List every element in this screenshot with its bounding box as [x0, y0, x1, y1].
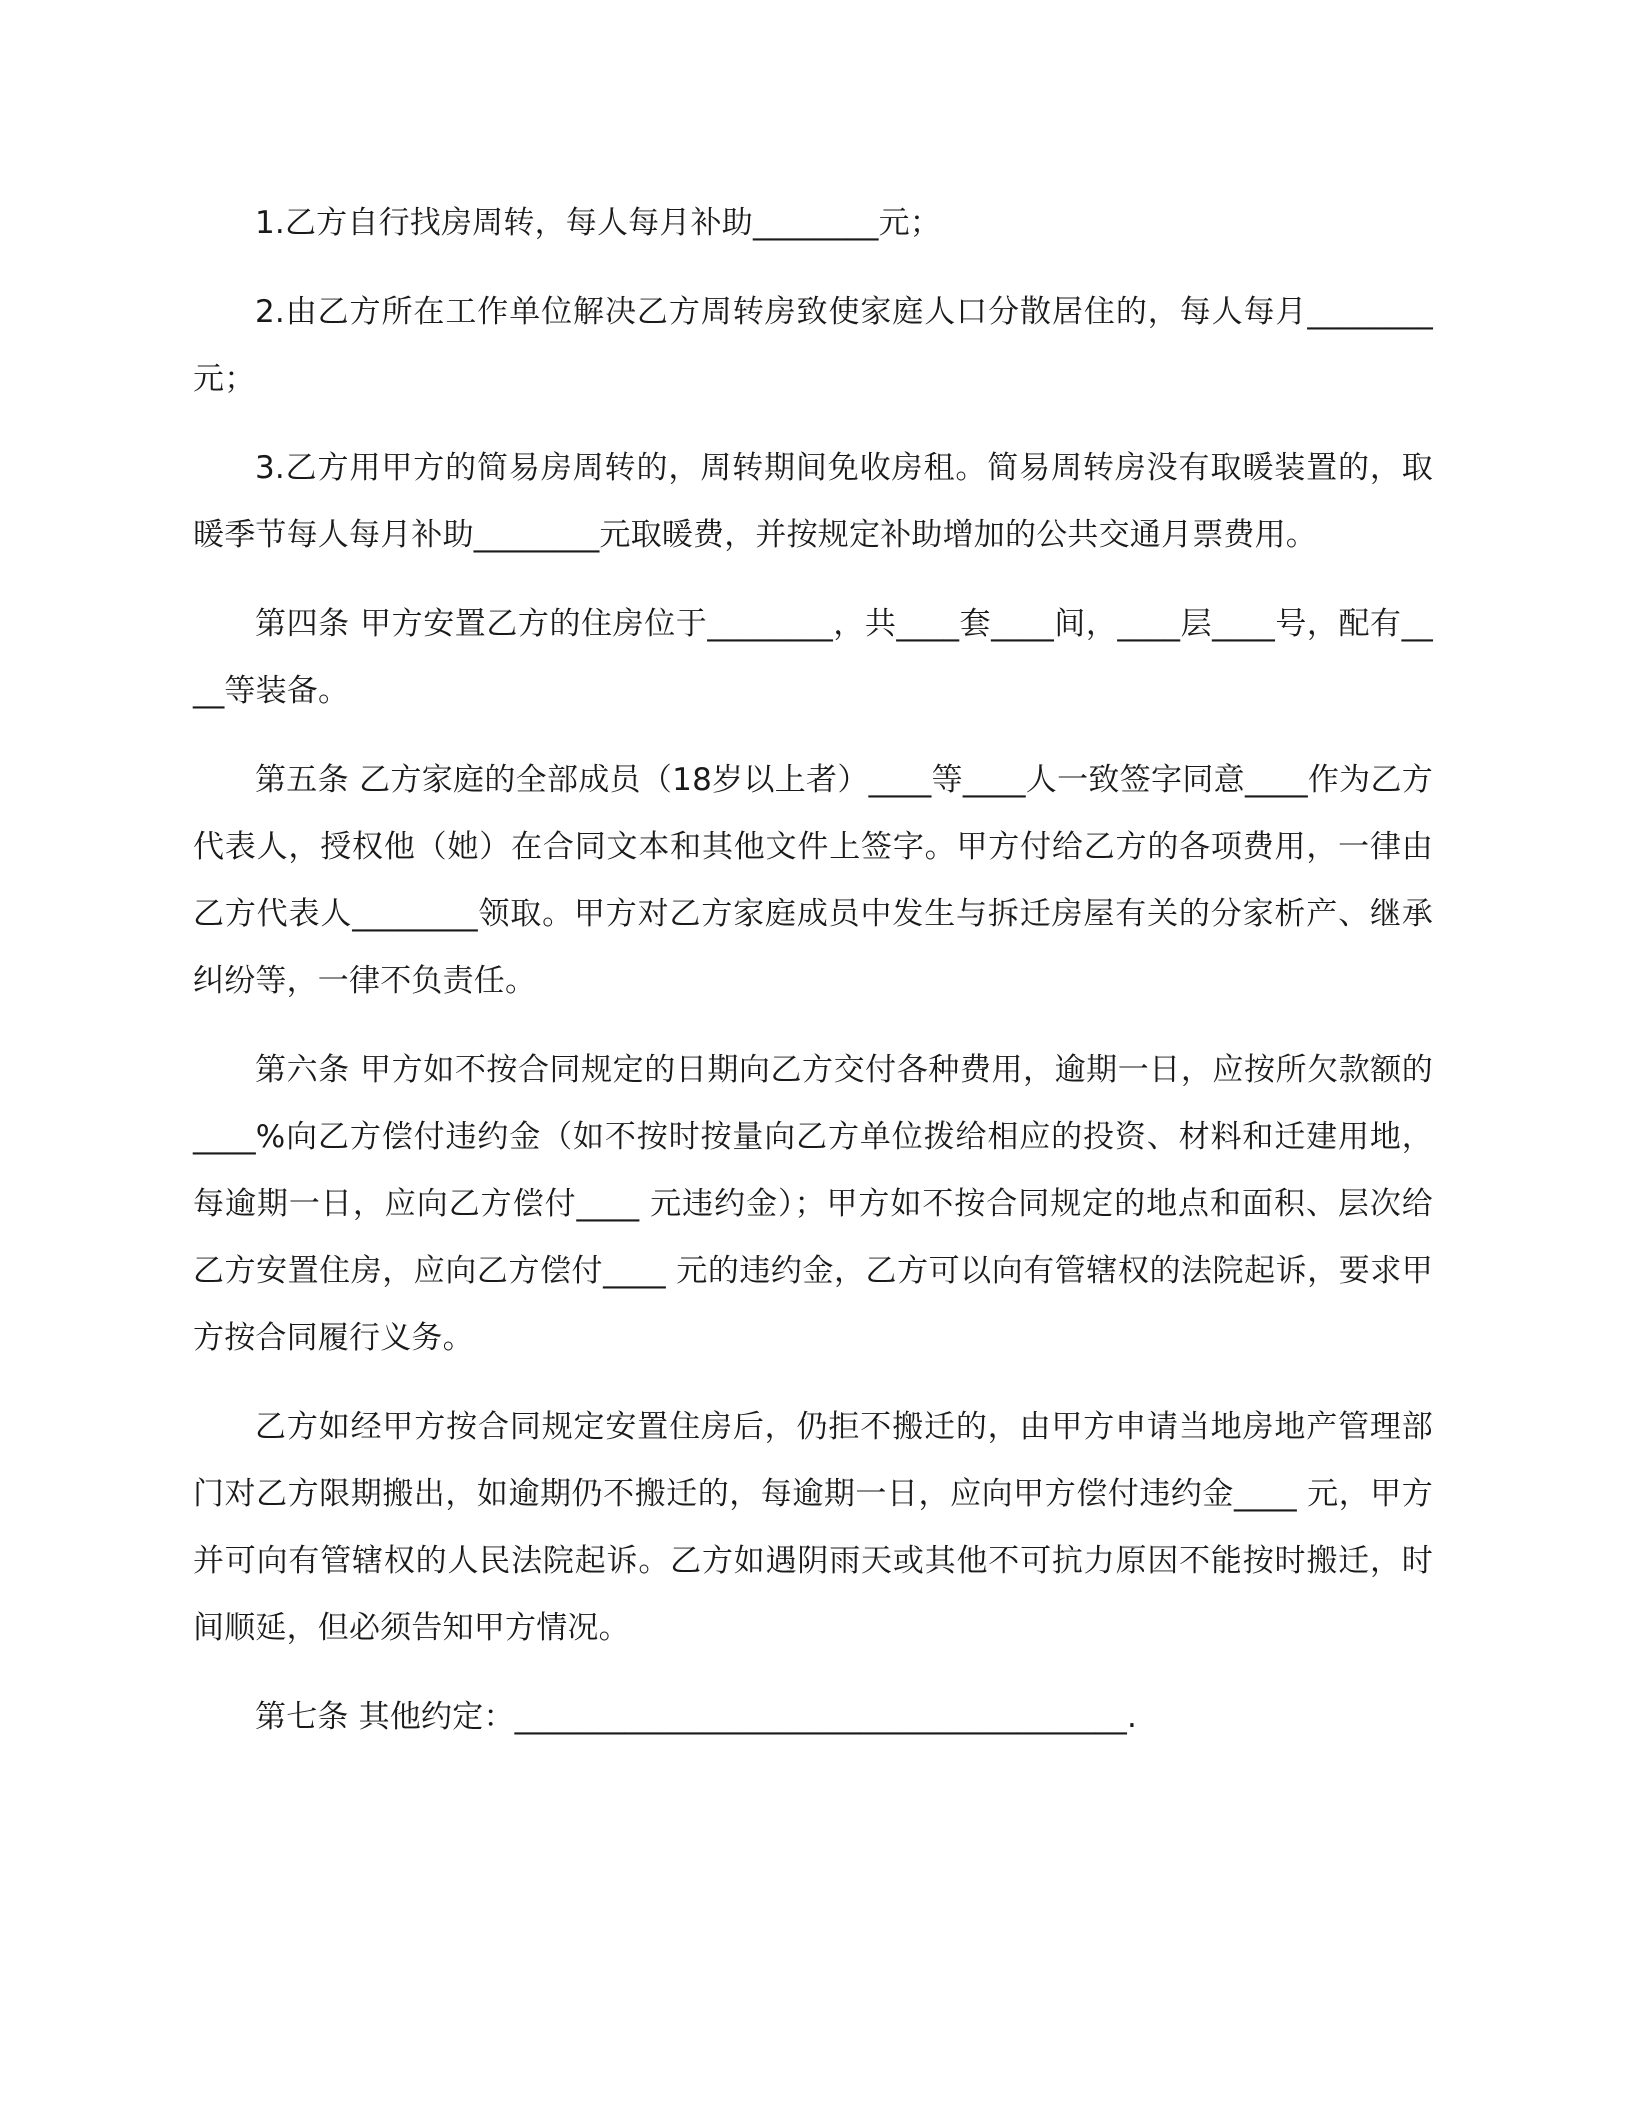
clause-subsidy-employer-housing: 2.由乙方所在工作单位解决乙方周转房致使家庭人口分散居住的，每人每月________元；	[193, 294, 1433, 397]
clause-article-5: 第五条 乙方家庭的全部成员（18岁以上者）____等____人一致签字同意____作为乙方代表人，授权他（她）在合同文本和其他文件上签字。甲方付给乙方的各项费用，一律由乙方代表人________领取。甲方对乙方家庭成员中发生与拆迁房屋有关的分家析产、继承纠纷等，一律不负责任。	[193, 762, 1433, 999]
clause-article-4: 第四条 甲方安置乙方的住房位于________，共____套____间，____层____号，配有____等装备。	[193, 606, 1433, 709]
clause-simple-housing: 3.乙方用甲方的简易房周转的，周转期间免收房租。简易周转房没有取暖装置的，取暖季节每人每月补助________元取暖费，并按规定补助增加的公共交通月票费用。	[193, 450, 1433, 553]
clause-subsidy-self-housing: 1.乙方自行找房周转，每人每月补助________元；	[255, 205, 941, 241]
clause-article-7: 第七条 其他约定：_______________________________________.	[255, 1699, 1138, 1735]
clause-article-6: 第六条 甲方如不按合同规定的日期向乙方交付各种费用，逾期一日，应按所欠款额的____%向乙方偿付违约金（如不按时按量向乙方单位拨给相应的投资、材料和迁建用地，每逾期一日，应向乙方偿付____ 元违约金）；甲方如不按合同规定的地点和面积、层次给乙方安置住房，应向乙方偿付____ 元的违约金，乙方可以向有管辖权的法院起诉，要求甲方按合同履行义务。	[193, 1052, 1433, 1356]
contract-body	[193, 190, 1433, 1773]
clause-relocation-penalty: 乙方如经甲方按合同规定安置住房后，仍拒不搬迁的，由甲方申请当地房地产管理部门对乙方限期搬出，如逾期仍不搬迁的，每逾期一日，应向甲方偿付违约金____ 元，甲方并可向有管辖权的人民法院起诉。乙方如遇阴雨天或其他不可抗力原因不能按时搬迁，时间顺延，但必须告知甲方情况。	[193, 1409, 1433, 1646]
